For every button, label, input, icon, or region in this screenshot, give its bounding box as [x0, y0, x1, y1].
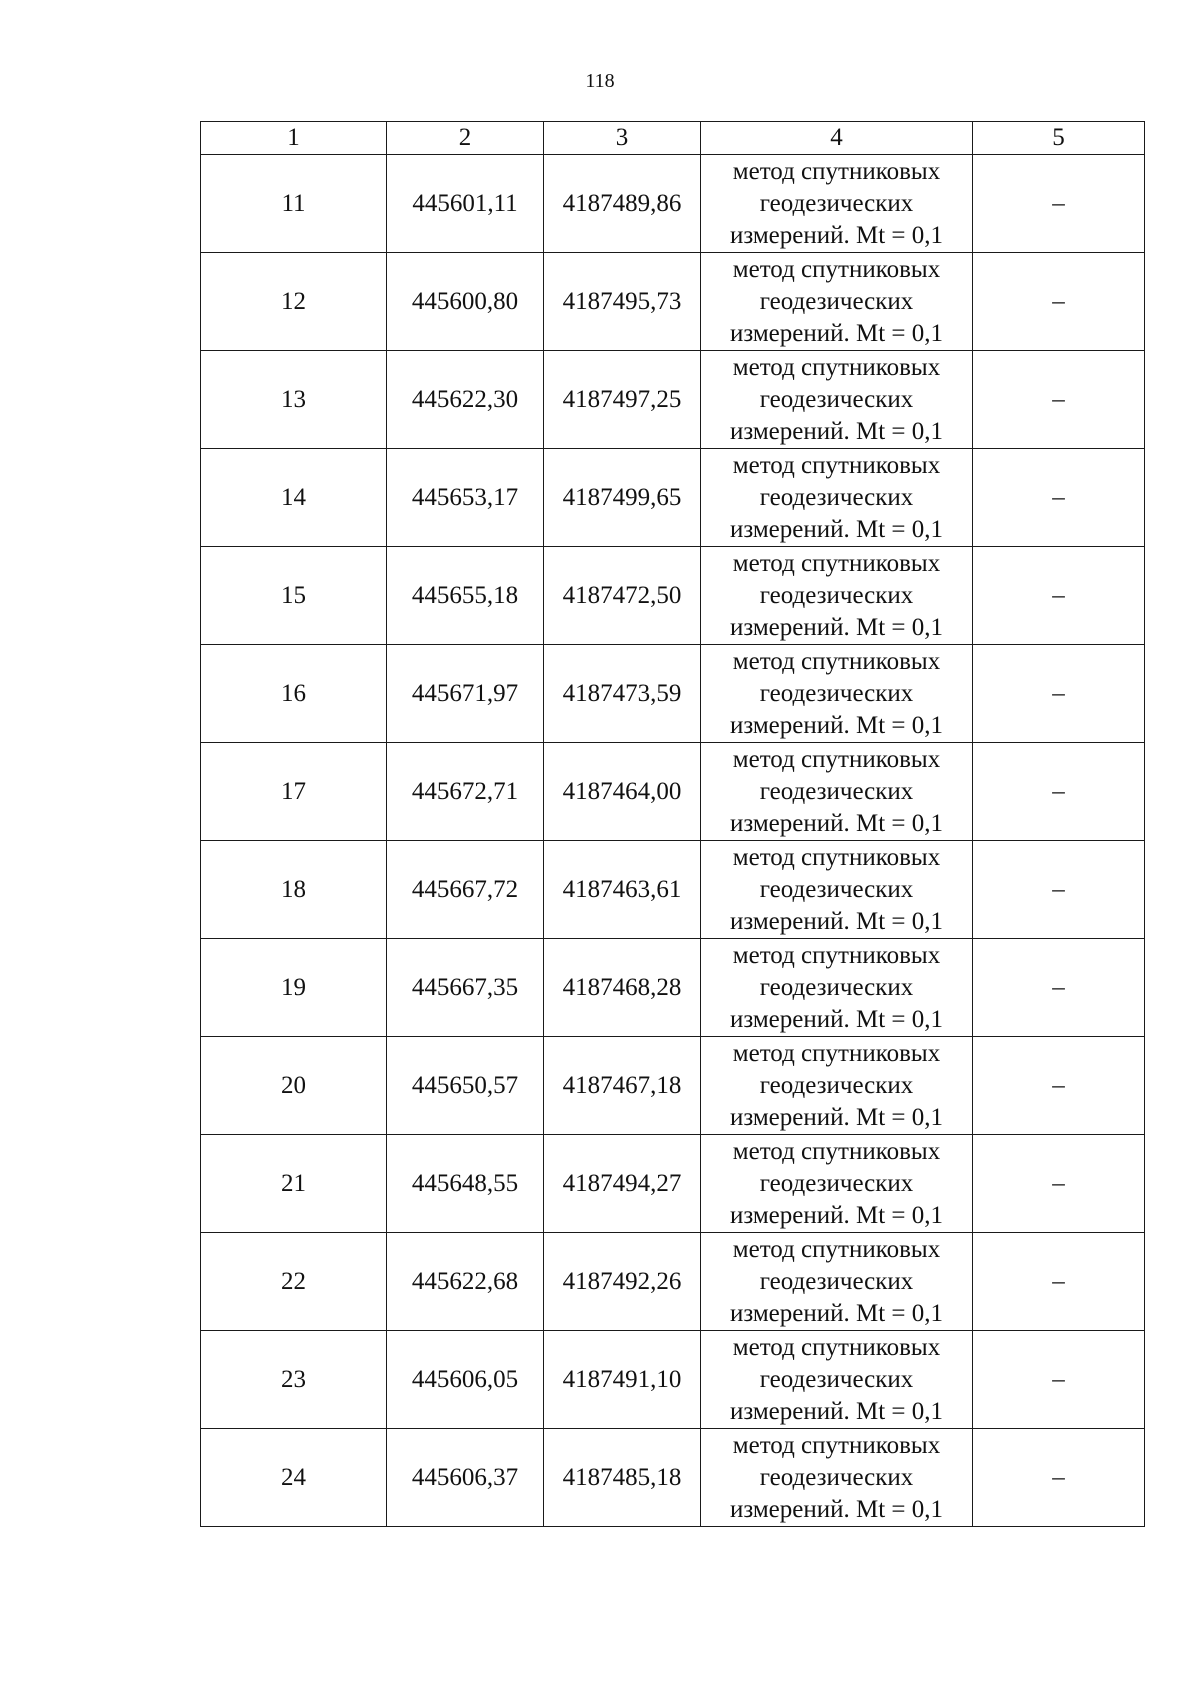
note-cell: –	[973, 841, 1145, 939]
point-number-cell: 21	[201, 1135, 387, 1233]
method-cell	[701, 547, 973, 645]
point-number-cell: 19	[201, 939, 387, 1037]
method-line: измерений. Mt = 0,1	[729, 809, 944, 837]
x-coordinate-cell: 445600,80	[387, 253, 544, 351]
x-coordinate-cell: 445648,55	[387, 1135, 544, 1233]
method-line: геодезических	[759, 1463, 914, 1491]
note-cell: –	[973, 1233, 1145, 1331]
note-cell: –	[973, 351, 1145, 449]
method-cell	[701, 253, 973, 351]
method-cell	[701, 1037, 973, 1135]
x-coordinate-cell: 445606,37	[387, 1429, 544, 1527]
coordinates-table	[200, 121, 1145, 1527]
method-line: метод спутниковых	[732, 745, 941, 773]
method-line: метод спутниковых	[732, 157, 941, 185]
column-header-2: 2	[387, 122, 544, 155]
method-line: измерений. Mt = 0,1	[729, 1495, 944, 1523]
y-coordinate-cell: 4187495,73	[544, 253, 701, 351]
table-row	[201, 253, 1145, 351]
y-coordinate-cell: 4187467,18	[544, 1037, 701, 1135]
method-line: метод спутниковых	[732, 843, 941, 871]
table-row	[201, 645, 1145, 743]
note-cell: –	[973, 1429, 1145, 1527]
method-cell	[701, 841, 973, 939]
x-coordinate-cell: 445667,72	[387, 841, 544, 939]
method-line: геодезических	[759, 287, 914, 315]
method-line: измерений. Mt = 0,1	[729, 711, 944, 739]
table-row	[201, 743, 1145, 841]
point-number-cell: 24	[201, 1429, 387, 1527]
method-line: измерений. Mt = 0,1	[729, 1201, 944, 1229]
method-line: геодезических	[759, 875, 914, 903]
x-coordinate-cell: 445622,68	[387, 1233, 544, 1331]
method-line: измерений. Mt = 0,1	[729, 1005, 944, 1033]
method-line: геодезических	[759, 777, 914, 805]
method-cell	[701, 1331, 973, 1429]
x-coordinate-cell: 445672,71	[387, 743, 544, 841]
x-coordinate-cell: 445655,18	[387, 547, 544, 645]
method-line: метод спутниковых	[732, 549, 941, 577]
x-coordinate-cell: 445653,17	[387, 449, 544, 547]
method-cell	[701, 1233, 973, 1331]
point-number-cell: 22	[201, 1233, 387, 1331]
method-line: геодезических	[759, 1267, 914, 1295]
method-line: метод спутниковых	[732, 1431, 941, 1459]
method-line: измерений. Mt = 0,1	[729, 613, 944, 641]
method-cell	[701, 155, 973, 253]
method-cell	[701, 939, 973, 1037]
y-coordinate-cell: 4187464,00	[544, 743, 701, 841]
point-number-cell: 12	[201, 253, 387, 351]
y-coordinate-cell: 4187468,28	[544, 939, 701, 1037]
method-line: измерений. Mt = 0,1	[729, 907, 944, 935]
table-body	[201, 122, 1145, 1527]
y-coordinate-cell: 4187491,10	[544, 1331, 701, 1429]
point-number-cell: 15	[201, 547, 387, 645]
method-line: метод спутниковых	[732, 1137, 941, 1165]
note-cell: –	[973, 155, 1145, 253]
method-line: метод спутниковых	[732, 647, 941, 675]
method-line: геодезических	[759, 1365, 914, 1393]
point-number-cell: 17	[201, 743, 387, 841]
method-line: геодезических	[759, 1169, 914, 1197]
table-row	[201, 351, 1145, 449]
method-line: метод спутниковых	[732, 255, 941, 283]
y-coordinate-cell: 4187472,50	[544, 547, 701, 645]
method-line: измерений. Mt = 0,1	[729, 417, 944, 445]
note-cell: –	[973, 939, 1145, 1037]
table-row	[201, 1135, 1145, 1233]
method-line: геодезических	[759, 581, 914, 609]
column-header-4: 4	[701, 122, 973, 155]
method-line: геодезических	[759, 483, 914, 511]
method-line: геодезических	[759, 679, 914, 707]
method-line: метод спутниковых	[732, 353, 941, 381]
y-coordinate-cell: 4187497,25	[544, 351, 701, 449]
table-row	[201, 841, 1145, 939]
table-row	[201, 1429, 1145, 1527]
x-coordinate-cell: 445622,30	[387, 351, 544, 449]
page-number: 118	[585, 70, 615, 92]
method-line: измерений. Mt = 0,1	[729, 1299, 944, 1327]
note-cell: –	[973, 1135, 1145, 1233]
y-coordinate-cell: 4187489,86	[544, 155, 701, 253]
method-cell	[701, 351, 973, 449]
x-coordinate-cell: 445667,35	[387, 939, 544, 1037]
column-header-3: 3	[544, 122, 701, 155]
method-cell	[701, 1135, 973, 1233]
point-number-cell: 16	[201, 645, 387, 743]
method-line: геодезических	[759, 1071, 914, 1099]
table-row	[201, 939, 1145, 1037]
method-cell	[701, 1429, 973, 1527]
method-cell	[701, 645, 973, 743]
point-number-cell: 14	[201, 449, 387, 547]
note-cell: –	[973, 743, 1145, 841]
table-row	[201, 1331, 1145, 1429]
method-cell	[701, 743, 973, 841]
x-coordinate-cell: 445601,11	[387, 155, 544, 253]
method-line: геодезических	[759, 189, 914, 217]
method-line: измерений. Mt = 0,1	[729, 515, 944, 543]
method-line: измерений. Mt = 0,1	[729, 319, 944, 347]
column-header-1: 1	[201, 122, 387, 155]
table-row	[201, 547, 1145, 645]
y-coordinate-cell: 4187492,26	[544, 1233, 701, 1331]
y-coordinate-cell: 4187463,61	[544, 841, 701, 939]
method-line: метод спутниковых	[732, 941, 941, 969]
method-line: измерений. Mt = 0,1	[729, 1397, 944, 1425]
x-coordinate-cell: 445606,05	[387, 1331, 544, 1429]
note-cell: –	[973, 449, 1145, 547]
point-number-cell: 11	[201, 155, 387, 253]
method-line: измерений. Mt = 0,1	[729, 1103, 944, 1131]
note-cell: –	[973, 645, 1145, 743]
y-coordinate-cell: 4187485,18	[544, 1429, 701, 1527]
method-line: метод спутниковых	[732, 1333, 941, 1361]
method-line: метод спутниковых	[732, 1039, 941, 1067]
table-row	[201, 155, 1145, 253]
note-cell: –	[973, 1331, 1145, 1429]
table-row	[201, 1233, 1145, 1331]
method-line: геодезических	[759, 385, 914, 413]
x-coordinate-cell: 445650,57	[387, 1037, 544, 1135]
table-row	[201, 449, 1145, 547]
method-line: метод спутниковых	[732, 451, 941, 479]
method-line: метод спутниковых	[732, 1235, 941, 1263]
point-number-cell: 18	[201, 841, 387, 939]
point-number-cell: 23	[201, 1331, 387, 1429]
x-coordinate-cell: 445671,97	[387, 645, 544, 743]
method-line: геодезических	[759, 973, 914, 1001]
column-header-5: 5	[973, 122, 1145, 155]
table-header-row	[201, 122, 1145, 155]
method-line: измерений. Mt = 0,1	[729, 221, 944, 249]
point-number-cell: 20	[201, 1037, 387, 1135]
point-number-cell: 13	[201, 351, 387, 449]
note-cell: –	[973, 253, 1145, 351]
note-cell: –	[973, 547, 1145, 645]
y-coordinate-cell: 4187494,27	[544, 1135, 701, 1233]
note-cell: –	[973, 1037, 1145, 1135]
method-cell	[701, 449, 973, 547]
y-coordinate-cell: 4187499,65	[544, 449, 701, 547]
table-row	[201, 1037, 1145, 1135]
y-coordinate-cell: 4187473,59	[544, 645, 701, 743]
